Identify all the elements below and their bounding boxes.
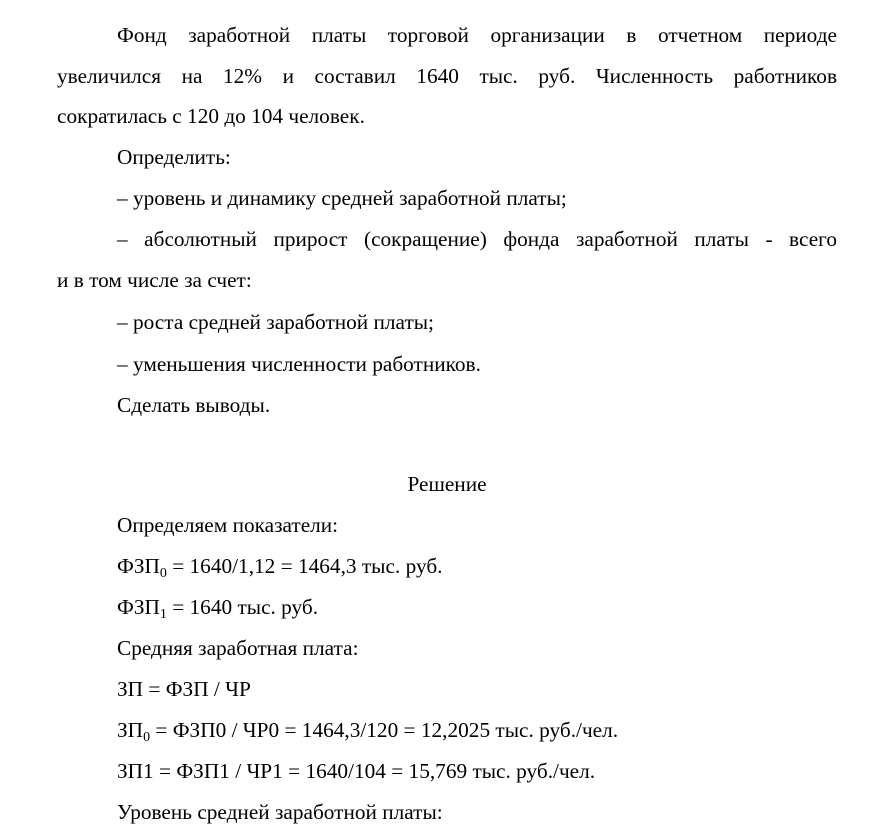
list-item-2-line-1: – абсолютный прирост (сокращение) фонда заработной платы - всего [117,227,837,251]
formula-fzp0-rest: = 1640/1,12 = 1464,3 тыс. руб. [166,554,443,578]
list-item-3: – роста средней заработной платы; [117,310,434,334]
task-paragraph-line-2: увеличился на 12% и составил 1640 тыс. руб. Численность работников [57,64,837,88]
formula-fzp1 [117,594,837,620]
list-item-2-line-2: и в том числе за счет: [57,268,252,292]
formula-zp0 [117,717,837,743]
formula-fzp0-subscript: 0 [159,566,167,581]
average-salary-label: Средняя заработная плата: [117,636,359,660]
formula-zp-general: ЗП = ФЗП / ЧР [117,677,251,701]
formula-fzp1-subscript: 1 [159,607,167,622]
formula-fzp0 [117,553,837,579]
list-item-1: – уровень и динамику средней заработной платы; [117,186,567,210]
solution-intro: Определяем показатели: [117,513,339,537]
salary-level-label: Уровень средней заработной платы: [117,800,443,824]
formula-fzp1-rest: = 1640 тыс. руб. [166,595,319,619]
formula-zp0-subscript: 0 [143,730,151,745]
task-paragraph-line-1: Фонд заработной платы торговой организации в отчетном периоде [117,23,837,47]
formula-zp1: ЗП1 = ФЗП1 / ЧР1 = 1640/104 = 15,769 тыс. руб./чел. [117,759,596,783]
determine-label: Определить: [117,145,231,169]
task-paragraph-line-3: сократилась с 120 до 104 человек. [57,104,365,128]
solution-heading: Решение [407,472,487,496]
formula-zp0-rest: = ФЗП0 / ЧР0 = 1464,3/120 = 12,2025 тыс. руб./чел. [150,718,619,742]
formula-fzp0-base: ФЗП [117,554,160,578]
list-item-4: – уменьшения численности работников. [117,352,481,376]
formula-fzp1-base: ФЗП [117,595,160,619]
formula-zp0-base: ЗП [117,718,144,742]
conclusion-instruction: Сделать выводы. [117,393,271,417]
